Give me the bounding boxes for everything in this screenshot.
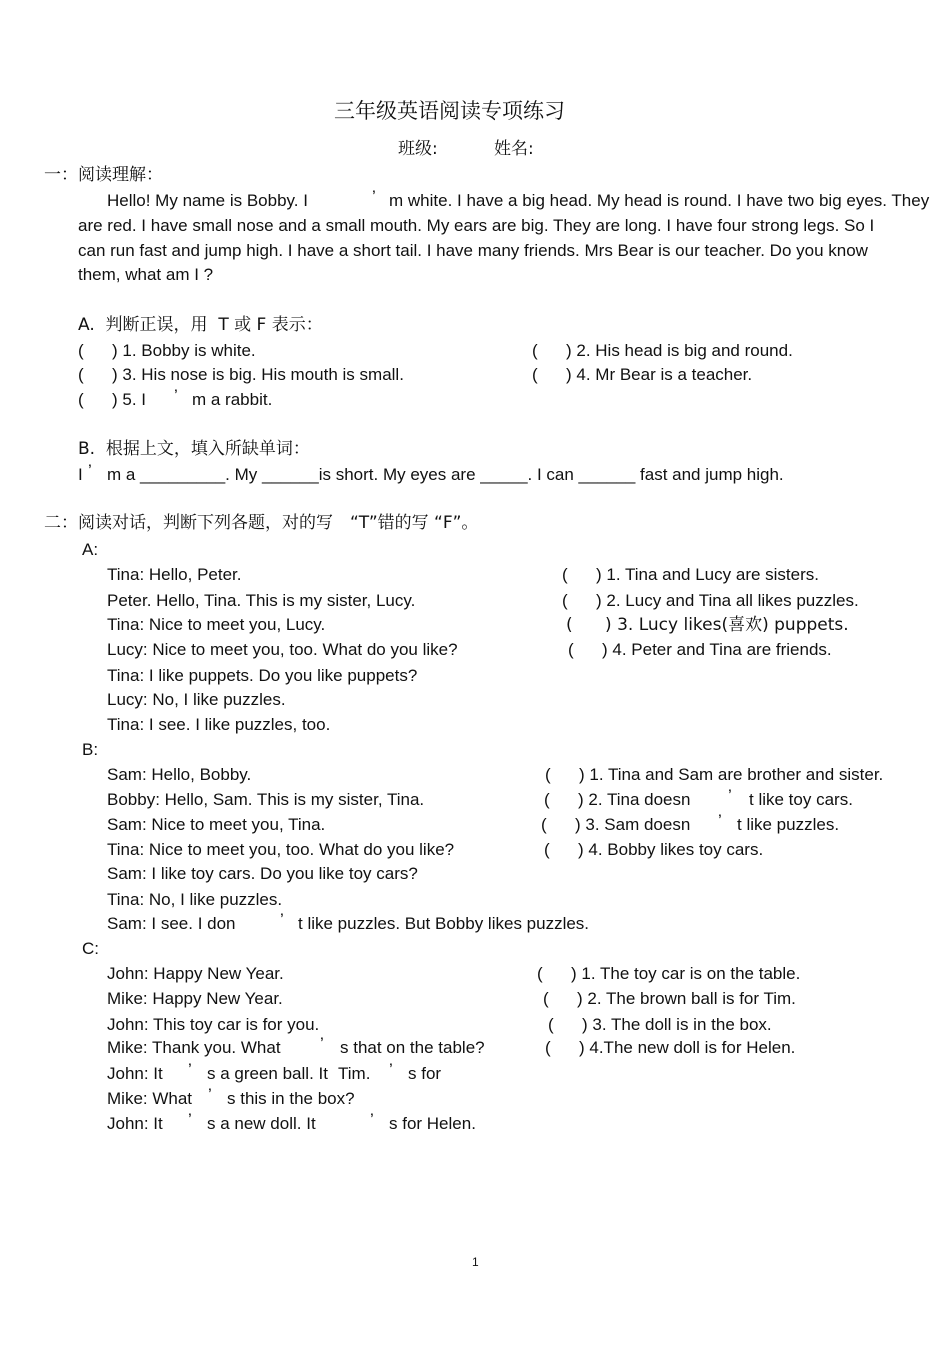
passage-line: m white. I have a big head. My head is round. I have two big eyes. They	[389, 191, 930, 210]
tf-item: ( ) 2. His head is big and round.	[532, 341, 793, 360]
page-number: 1	[472, 1255, 479, 1269]
fill-line: m a _________. My ______is short. My eyes are _____. I can ______ fast and jump high.	[107, 465, 784, 484]
tf-question: ( ) 1. Tina and Lucy are sisters.	[562, 565, 819, 584]
dialogue-line: Sam: I like toy cars. Do you like toy cars?	[107, 864, 418, 883]
dialogue-line: John: This toy car is for you.	[107, 1015, 320, 1034]
tf-question: ( ) 3. Lucy likes(喜欢) puppets.	[566, 615, 849, 635]
page-title: 三年级英语阅读专项练习	[334, 99, 565, 123]
partB-heading: B. 根据上文，填入所缺单词：	[78, 439, 310, 459]
apostrophe: ’	[728, 786, 732, 805]
dialogue-line: s a new doll. It	[207, 1114, 316, 1133]
tf-item: ( ) 4. Mr Bear is a teacher.	[532, 365, 753, 384]
part-c-label: C:	[82, 939, 99, 958]
apostrophe: ’	[208, 1085, 212, 1104]
dialogue-line: Tina: No, I like puzzles.	[107, 890, 283, 909]
dialogue-line: Tina: Nice to meet you, Lucy.	[107, 615, 326, 634]
dialogue-line: Mike: Thank you. What	[107, 1038, 281, 1057]
passage-line: can run fast and jump high. I have a short tail. I have many friends. Mrs Bear is our teacher. Do you know	[78, 241, 868, 260]
dialogue-line: s for Helen.	[389, 1114, 476, 1133]
tf-question: ( ) 4. Peter and Tina are friends.	[568, 640, 832, 659]
section2-heading: 二：阅读对话，判断下列各题，对的写 “T”错的写 “F”。	[44, 513, 479, 533]
tf-question: ( ) 3. Sam doesn	[541, 815, 691, 834]
dialogue-line: s this in the box?	[227, 1089, 355, 1108]
apostrophe: ’	[370, 1110, 374, 1129]
dialogue-line: John: Happy New Year.	[107, 964, 284, 983]
tf-item: ( ) 1. Bobby is white.	[78, 341, 256, 360]
apostrophe: ’	[389, 1060, 393, 1079]
tf-item: ( ) 5. I	[78, 390, 147, 409]
apostrophe: ’	[188, 1060, 192, 1079]
apostrophe: ’	[280, 910, 284, 929]
apostrophe: ’	[320, 1034, 324, 1053]
part-a-label: A:	[82, 540, 99, 559]
apostrophe: ’	[188, 1110, 192, 1129]
apostrophe: ’	[718, 811, 722, 830]
tf-item: ( ) 3. His nose is big. His mouth is small.	[78, 365, 404, 384]
section1-heading: 一：阅读理解：	[44, 165, 163, 185]
dialogue-line: Tina: I see. I like puzzles, too.	[107, 715, 331, 734]
passage-line: are red. I have small nose and a small mouth. My ears are big. They are long. I have four strong legs. So I	[78, 216, 875, 235]
dialogue-line: Peter. Hello, Tina. This is my sister, Lucy.	[107, 591, 416, 610]
tf-question: t like puzzles.	[737, 815, 840, 834]
tf-question: ( ) 1. Tina and Sam are brother and sister.	[545, 765, 884, 784]
dialogue-line: Tina: Hello, Peter.	[107, 565, 242, 584]
partA-heading: A. 判断正误，用 T 或 F 表示：	[78, 315, 323, 335]
dialogue-line: Lucy: No, I like puzzles.	[107, 690, 286, 709]
dialogue-line: s for	[408, 1064, 442, 1083]
class-label: 班级:	[398, 139, 438, 159]
dialogue-line: Tina: Nice to meet you, too. What do you like?	[107, 840, 455, 859]
tf-question: ( ) 1. The toy car is on the table.	[537, 964, 801, 983]
passage-line: them, what am I ?	[78, 265, 214, 284]
dialogue-line: John: It	[107, 1064, 163, 1083]
dialogue-line: Sam: I see. I don	[107, 914, 236, 933]
dialogue-line: Bobby: Hello, Sam. This is my sister, Tina.	[107, 790, 425, 809]
name-label: 姓名:	[494, 139, 534, 159]
tf-question: ( ) 2. Tina doesn	[544, 790, 691, 809]
dialogue-line: t like puzzles. But Bobby likes puzzles.	[298, 914, 590, 933]
tf-item: m a rabbit.	[192, 390, 273, 409]
tf-question: ( ) 2. The brown ball is for Tim.	[543, 989, 796, 1008]
part-b-label: B:	[82, 740, 99, 759]
tf-question: ( ) 4. Bobby likes toy cars.	[544, 840, 764, 859]
dialogue-line: Tina: I like puppets. Do you like puppets?	[107, 666, 418, 685]
dialogue-line: Mike: What	[107, 1089, 193, 1108]
dialogue-line: s that on the table?	[340, 1038, 485, 1057]
tf-question: ( ) 4.The new doll is for Helen.	[545, 1038, 796, 1057]
dialogue-line: s a green ball. It	[207, 1064, 328, 1083]
apostrophe: ’	[174, 386, 178, 405]
dialogue-line: Tim.	[338, 1064, 371, 1083]
apostrophe: ’	[372, 187, 376, 206]
apostrophe: ’	[88, 461, 92, 480]
dialogue-line: John: It	[107, 1114, 163, 1133]
fill-line: I	[78, 465, 83, 484]
dialogue-line: Mike: Happy New Year.	[107, 989, 283, 1008]
passage-line: Hello! My name is Bobby. I	[107, 191, 308, 210]
tf-question: ( ) 3. The doll is in the box.	[548, 1015, 772, 1034]
tf-question: ( ) 2. Lucy and Tina all likes puzzles.	[562, 591, 859, 610]
tf-question: t like toy cars.	[749, 790, 853, 809]
dialogue-line: Sam: Nice to meet you, Tina.	[107, 815, 326, 834]
dialogue-line: Sam: Hello, Bobby.	[107, 765, 252, 784]
dialogue-line: Lucy: Nice to meet you, too. What do you like?	[107, 640, 458, 659]
